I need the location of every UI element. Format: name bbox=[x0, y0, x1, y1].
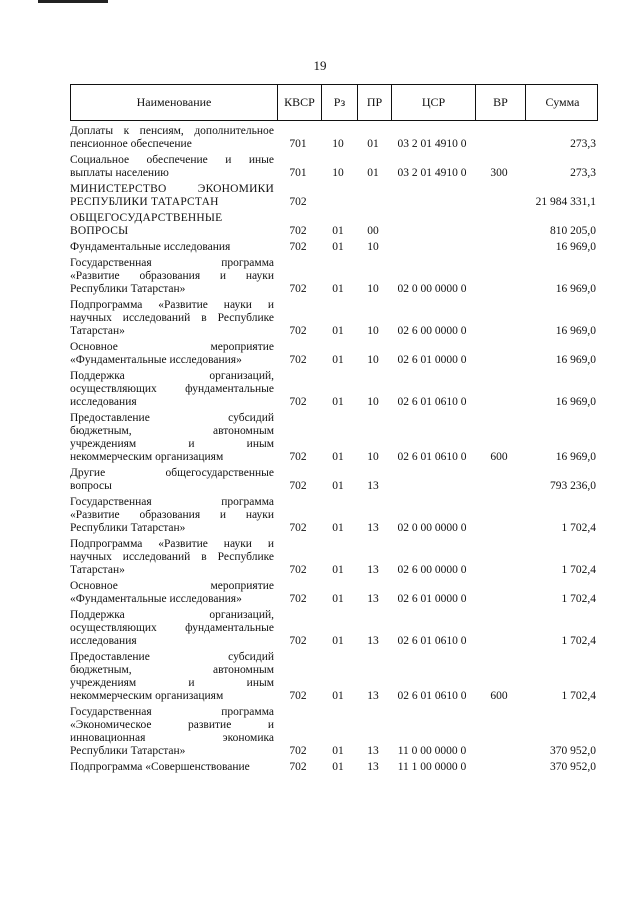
row-sum: 1 702,4 bbox=[561, 690, 596, 702]
row-name-line: Поддержка организаций, bbox=[70, 609, 274, 621]
row-sum: 16 969,0 bbox=[555, 451, 596, 463]
row-name bbox=[70, 467, 276, 493]
row-pr: 10 bbox=[367, 325, 379, 337]
row-vr bbox=[474, 370, 524, 409]
row-vr bbox=[474, 706, 524, 758]
row-name bbox=[70, 706, 276, 758]
row-vr: 600 bbox=[490, 690, 508, 702]
table-row bbox=[70, 183, 598, 209]
row-vr bbox=[474, 212, 524, 238]
scan-edge-mark bbox=[38, 0, 108, 3]
row-kvsr: 702 bbox=[289, 522, 307, 534]
row-pr: 01 bbox=[367, 138, 379, 150]
table-header bbox=[70, 84, 598, 121]
row-name bbox=[70, 241, 276, 254]
table-row bbox=[70, 706, 598, 758]
row-kvsr: 702 bbox=[289, 593, 307, 605]
row-name-line: Республики Татарстан» bbox=[70, 745, 186, 757]
table-row bbox=[70, 496, 598, 535]
row-name-line: «Фундаментальные исследования» bbox=[70, 593, 242, 605]
table-row bbox=[70, 341, 598, 367]
row-name-line: «Фундаментальные исследования» bbox=[70, 354, 242, 366]
row-rz: 01 bbox=[332, 451, 344, 463]
row-name-line: РЕСПУБЛИКИ ТАТАРСТАН bbox=[70, 196, 219, 208]
row-kvsr: 702 bbox=[289, 480, 307, 492]
row-name-line: выплаты населению bbox=[70, 167, 169, 179]
row-name-line: исследования bbox=[70, 396, 137, 408]
row-kvsr: 702 bbox=[289, 241, 307, 253]
table-row bbox=[70, 257, 598, 296]
budget-table bbox=[70, 84, 598, 774]
row-name bbox=[70, 761, 276, 774]
row-vr bbox=[474, 125, 524, 151]
row-kvsr: 701 bbox=[289, 138, 307, 150]
row-vr bbox=[474, 241, 524, 254]
row-name-line: Государственная программа bbox=[70, 706, 274, 718]
row-kvsr: 702 bbox=[289, 451, 307, 463]
row-sum: 1 702,4 bbox=[561, 564, 596, 576]
row-kvsr: 702 bbox=[289, 325, 307, 337]
row-name-line: Основное мероприятие bbox=[70, 341, 274, 353]
row-name-line: Фундаментальные исследования bbox=[70, 241, 231, 253]
row-sum: 273,3 bbox=[570, 167, 596, 179]
row-kvsr: 702 bbox=[289, 635, 307, 647]
row-name bbox=[70, 212, 276, 238]
row-name-line: Государственная программа bbox=[70, 496, 274, 508]
row-rz: 01 bbox=[332, 745, 344, 757]
row-rz bbox=[320, 183, 356, 209]
row-pr: 10 bbox=[367, 241, 379, 253]
row-name bbox=[70, 609, 276, 648]
row-vr bbox=[474, 257, 524, 296]
header-rz: Рз bbox=[321, 85, 357, 120]
row-name-line: научных исследований в Республике bbox=[70, 312, 274, 324]
row-name-line: бюджетным, автономным bbox=[70, 664, 274, 676]
row-kvsr: 702 bbox=[289, 745, 307, 757]
table-row bbox=[70, 651, 598, 703]
header-csr: ЦСР bbox=[391, 85, 475, 120]
row-csr: 02 6 01 0610 0 bbox=[397, 635, 467, 647]
row-name-line: Подпрограмма «Совершенствование bbox=[70, 761, 250, 773]
row-name bbox=[70, 341, 276, 367]
row-kvsr: 702 bbox=[289, 283, 307, 295]
row-pr: 13 bbox=[367, 690, 379, 702]
row-name bbox=[70, 125, 276, 151]
row-sum: 16 969,0 bbox=[555, 396, 596, 408]
row-pr: 13 bbox=[367, 480, 379, 492]
header-sum: Сумма bbox=[525, 85, 599, 120]
row-vr bbox=[474, 341, 524, 367]
table-row bbox=[70, 538, 598, 577]
row-name bbox=[70, 154, 276, 180]
row-rz: 01 bbox=[332, 480, 344, 492]
row-pr: 10 bbox=[367, 396, 379, 408]
row-vr bbox=[474, 580, 524, 606]
row-rz: 01 bbox=[332, 283, 344, 295]
row-sum: 16 969,0 bbox=[555, 241, 596, 253]
row-csr bbox=[390, 241, 474, 254]
row-csr bbox=[390, 212, 474, 238]
row-rz: 01 bbox=[332, 354, 344, 366]
row-csr: 02 6 01 0000 0 bbox=[397, 354, 467, 366]
row-name bbox=[70, 299, 276, 338]
row-vr bbox=[474, 183, 524, 209]
row-kvsr: 702 bbox=[289, 761, 307, 773]
row-name-line: Другие общегосударственные bbox=[70, 467, 274, 479]
page-number: 19 bbox=[313, 58, 327, 73]
row-sum: 370 952,0 bbox=[550, 761, 596, 773]
row-kvsr: 702 bbox=[289, 225, 307, 237]
row-rz: 01 bbox=[332, 325, 344, 337]
row-kvsr: 702 bbox=[289, 564, 307, 576]
row-rz: 01 bbox=[332, 225, 344, 237]
row-kvsr: 701 bbox=[289, 167, 307, 179]
row-sum: 21 984 331,1 bbox=[535, 196, 596, 208]
row-name-line: инновационная экономика bbox=[70, 732, 274, 744]
row-vr bbox=[474, 761, 524, 774]
row-name-line: учреждениям и иным bbox=[70, 677, 274, 689]
row-csr: 11 0 00 0000 0 bbox=[397, 745, 467, 757]
row-name-line: некоммерческим организациям bbox=[70, 690, 224, 702]
row-name-line: «Развитие образования и науки bbox=[70, 270, 274, 282]
row-csr bbox=[390, 183, 474, 209]
row-sum: 370 952,0 bbox=[550, 745, 596, 757]
row-pr bbox=[356, 183, 390, 209]
header-kvsr: КВСР bbox=[277, 85, 321, 120]
row-rz: 01 bbox=[332, 635, 344, 647]
table-row bbox=[70, 125, 598, 151]
row-name-line: Предоставление субсидий bbox=[70, 412, 274, 424]
row-name-line: Социальное обеспечение и иные bbox=[70, 154, 274, 166]
row-name bbox=[70, 412, 276, 464]
row-name-line: Татарстан» bbox=[70, 564, 125, 576]
row-name-line: Республики Татарстан» bbox=[70, 283, 186, 295]
row-pr: 10 bbox=[367, 283, 379, 295]
row-name-line: Предоставление субсидий bbox=[70, 651, 274, 663]
row-name bbox=[70, 538, 276, 577]
row-rz: 01 bbox=[332, 522, 344, 534]
row-pr: 00 bbox=[367, 225, 379, 237]
row-name bbox=[70, 496, 276, 535]
header-vr: ВР bbox=[475, 85, 525, 120]
row-pr: 13 bbox=[367, 564, 379, 576]
row-name bbox=[70, 580, 276, 606]
row-csr: 03 2 01 4910 0 bbox=[397, 167, 467, 179]
row-vr: 300 bbox=[490, 167, 508, 179]
header-name: Наименование bbox=[136, 95, 212, 109]
row-name bbox=[70, 370, 276, 409]
row-name-line: Подпрограмма «Развитие науки и bbox=[70, 538, 274, 550]
header-pr: ПР bbox=[357, 85, 391, 120]
table-row bbox=[70, 299, 598, 338]
table-row bbox=[70, 212, 598, 238]
table-row bbox=[70, 580, 598, 606]
row-rz: 01 bbox=[332, 593, 344, 605]
row-csr bbox=[390, 467, 474, 493]
row-csr: 02 0 00 0000 0 bbox=[397, 522, 467, 534]
row-csr: 03 2 01 4910 0 bbox=[397, 138, 467, 150]
row-rz: 01 bbox=[332, 241, 344, 253]
row-csr: 02 6 01 0610 0 bbox=[397, 690, 467, 702]
row-pr: 13 bbox=[367, 593, 379, 605]
row-sum: 793 236,0 bbox=[550, 480, 596, 492]
row-sum: 16 969,0 bbox=[555, 354, 596, 366]
table-row bbox=[70, 412, 598, 464]
row-rz: 01 bbox=[332, 564, 344, 576]
row-rz: 10 bbox=[332, 138, 344, 150]
row-pr: 10 bbox=[367, 354, 379, 366]
row-pr: 13 bbox=[367, 522, 379, 534]
row-sum: 1 702,4 bbox=[561, 522, 596, 534]
row-rz: 01 bbox=[332, 690, 344, 702]
row-name-line: «Экономическое развитие и bbox=[70, 719, 274, 731]
table-row bbox=[70, 241, 598, 254]
row-csr: 02 6 00 0000 0 bbox=[397, 564, 467, 576]
row-rz: 01 bbox=[332, 761, 344, 773]
row-csr: 02 6 01 0000 0 bbox=[397, 593, 467, 605]
row-name bbox=[70, 651, 276, 703]
table-body bbox=[70, 125, 598, 774]
row-csr: 02 0 00 0000 0 bbox=[397, 283, 467, 295]
row-name-line: «Развитие образования и науки bbox=[70, 509, 274, 521]
row-name-line: пенсионное обеспечение bbox=[70, 138, 192, 150]
row-csr: 11 1 00 0000 0 bbox=[397, 761, 467, 773]
row-name-line: вопросы bbox=[70, 480, 112, 492]
row-kvsr: 702 bbox=[289, 396, 307, 408]
row-vr bbox=[474, 496, 524, 535]
row-sum: 1 702,4 bbox=[561, 593, 596, 605]
row-vr: 600 bbox=[490, 451, 508, 463]
row-rz: 10 bbox=[332, 167, 344, 179]
row-kvsr: 702 bbox=[289, 196, 307, 208]
row-name-line: Татарстан» bbox=[70, 325, 125, 337]
row-name-line: Республики Татарстан» bbox=[70, 522, 186, 534]
row-pr: 01 bbox=[367, 167, 379, 179]
row-vr bbox=[474, 467, 524, 493]
row-name-line: Поддержка организаций, bbox=[70, 370, 274, 382]
row-name-line: МИНИСТЕРСТВО ЭКОНОМИКИ bbox=[70, 183, 274, 195]
row-pr: 13 bbox=[367, 745, 379, 757]
row-name-line: исследования bbox=[70, 635, 137, 647]
row-sum: 1 702,4 bbox=[561, 635, 596, 647]
row-name-line: научных исследований в Республике bbox=[70, 551, 274, 563]
row-vr bbox=[474, 538, 524, 577]
row-kvsr: 702 bbox=[289, 690, 307, 702]
table-row bbox=[70, 761, 598, 774]
row-name-line: ОБЩЕГОСУДАРСТВЕННЫЕ bbox=[70, 212, 223, 224]
row-name bbox=[70, 183, 276, 209]
row-sum: 273,3 bbox=[570, 138, 596, 150]
row-name-line: Основное мероприятие bbox=[70, 580, 274, 592]
row-kvsr: 702 bbox=[289, 354, 307, 366]
row-name-line: осуществляющих фундаментальные bbox=[70, 383, 274, 395]
row-rz: 01 bbox=[332, 396, 344, 408]
row-name-line: осуществляющих фундаментальные bbox=[70, 622, 274, 634]
row-pr: 13 bbox=[367, 761, 379, 773]
row-csr: 02 6 00 0000 0 bbox=[397, 325, 467, 337]
row-name-line: Доплаты к пенсиям, дополнительное bbox=[70, 125, 274, 137]
row-vr bbox=[474, 609, 524, 648]
row-sum: 810 205,0 bbox=[550, 225, 596, 237]
table-row bbox=[70, 609, 598, 648]
table-row bbox=[70, 467, 598, 493]
row-sum: 16 969,0 bbox=[555, 283, 596, 295]
row-csr: 02 6 01 0610 0 bbox=[397, 451, 467, 463]
row-name-line: ВОПРОСЫ bbox=[70, 225, 129, 237]
table-row bbox=[70, 370, 598, 409]
row-sum: 16 969,0 bbox=[555, 325, 596, 337]
row-pr: 10 bbox=[367, 451, 379, 463]
row-name bbox=[70, 257, 276, 296]
row-name-line: некоммерческим организациям bbox=[70, 451, 224, 463]
row-name-line: учреждениям и иным bbox=[70, 438, 274, 450]
row-name-line: Подпрограмма «Развитие науки и bbox=[70, 299, 274, 311]
row-csr: 02 6 01 0610 0 bbox=[397, 396, 467, 408]
row-vr bbox=[474, 299, 524, 338]
row-pr: 13 bbox=[367, 635, 379, 647]
row-name-line: Государственная программа bbox=[70, 257, 274, 269]
table-row bbox=[70, 154, 598, 180]
row-name-line: бюджетным, автономным bbox=[70, 425, 274, 437]
